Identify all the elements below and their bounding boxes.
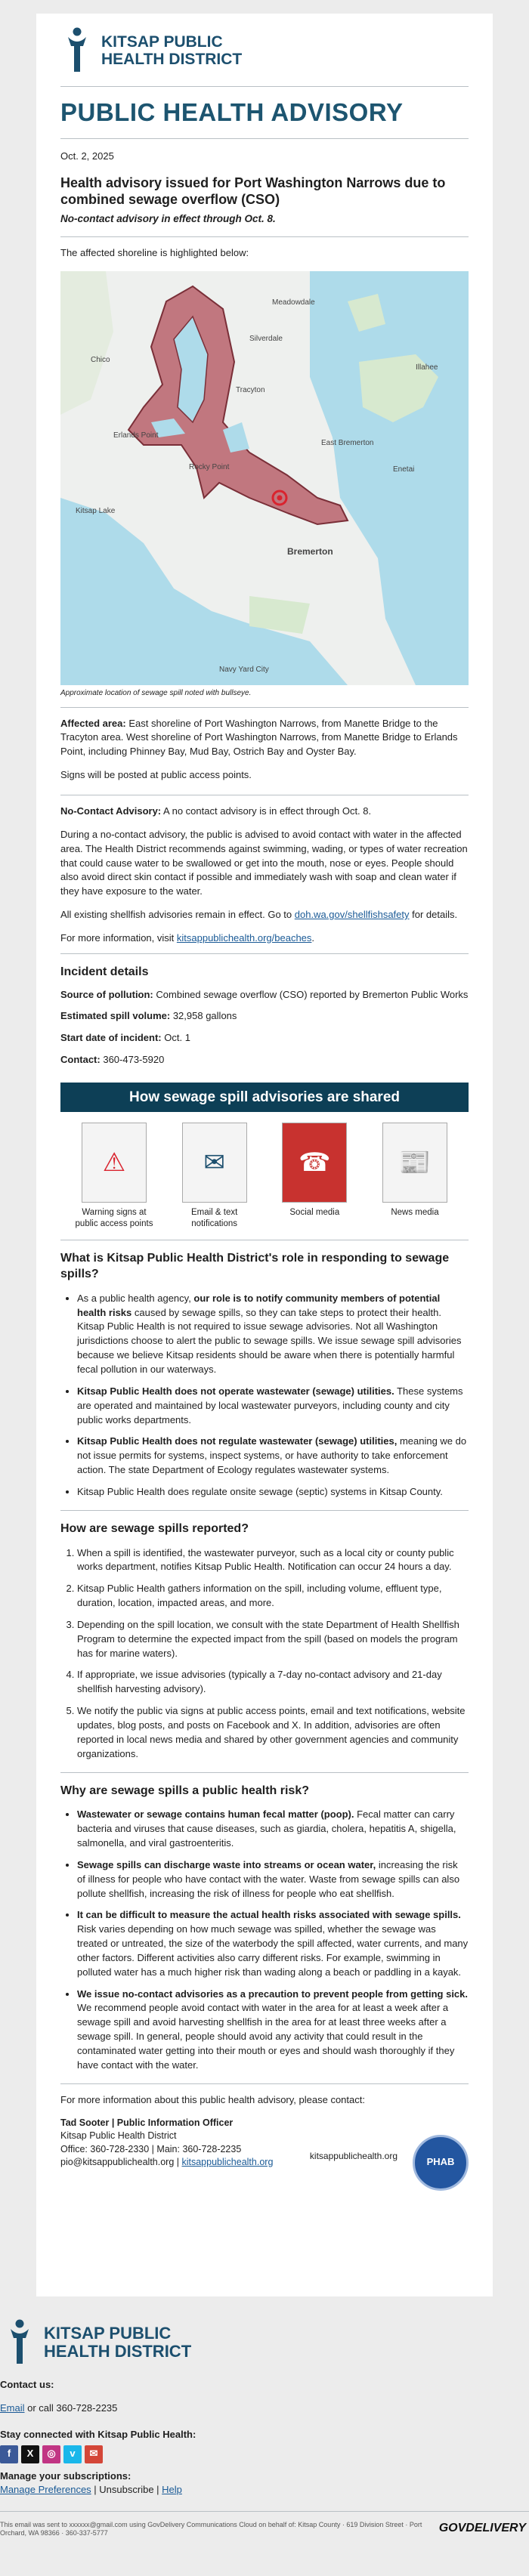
contact-us-label: Contact us: — [0, 2379, 54, 2390]
risk-heading: Why are sewage spills a public health risk? — [60, 1784, 309, 1797]
list-item: 4. If appropriate, we issue advisories (typically a 7-day no-contact advisory and 21-day shellfish harvesting advisory). — [77, 1668, 469, 1697]
vimeo-icon[interactable]: v — [63, 2445, 82, 2463]
site-text: kitsappublichealth.org — [309, 2150, 398, 2161]
divider — [0, 2511, 529, 2512]
list-item: • Sewage spills can discharge waste into streams or ocean water, increasing the risk of illness for people who have contact with the water. Waste from sewage spills can also pollute shellfish, increasing the risk of illness for people who eat shellfish. — [77, 1858, 469, 1901]
headline: Health advisory issued for Port Washington Narrows due to combined sewage overflow (CSO) — [60, 175, 446, 208]
map-label: Bremerton — [287, 546, 333, 558]
footer-logo: KITSAP PUBLIC HEALTH DISTRICT — [0, 2312, 529, 2374]
list-item: • Kitsap Public Health does not regulate wastewater (sewage) utilities, meaning we do not issue permits for systems, inspect systems, or have authority to take enforcement action. The state Department of Ecology regulates wastewater systems. — [77, 1435, 469, 1478]
list-item: 2. Kitsap Public Health gathers information on the spill, including volume, effluent type, duration, location, impacted areas, and more. — [77, 1582, 469, 1611]
map-label: Rocky Point — [189, 463, 230, 472]
fine-print: This email was sent to xxxxxx@gmail.com using GovDelivery Communications Cloud on behalf of: Kitsap County · 619 Division Street · Port Orchard, WA 98366 · 360-337-5777 — [0, 2521, 422, 2537]
email-footer — [0, 2304, 529, 2538]
affected-area: Affected area: East shoreline of Port Washington Narrows, from Manette Bridge to the Tracyton area. West shoreline of Port Washington Narrows, from Manette Bridge to Erlands Point, including Phinney Bay, Mud Bay, Ostrich Bay and Oyster Bay. — [60, 717, 458, 758]
divider — [60, 236, 469, 237]
tile-email-text: ✉ Email & text notifications — [173, 1123, 256, 1229]
map-label: Chico — [91, 356, 110, 365]
map-label: Erlands Point — [113, 431, 159, 440]
contact-org: Kitsap Public Health District — [60, 2130, 177, 2141]
share-channels — [60, 1112, 469, 1229]
tile-warning-signs: ⚠ Warning signs at public access points — [73, 1123, 156, 1229]
facebook-icon[interactable]: f — [0, 2445, 18, 2463]
unsubscribe-link[interactable]: Unsubscribe — [99, 2484, 154, 2496]
health-district-logo-icon — [60, 26, 95, 75]
instagram-icon[interactable]: ◎ — [42, 2445, 60, 2463]
contact-line: Email or call 360-728-2235 — [0, 2401, 118, 2414]
page-title: PUBLIC HEALTH ADVISORY — [60, 98, 404, 126]
map-label: Navy Yard City — [219, 666, 269, 675]
stay-connected: Stay connected with Kitsap Public Health: — [0, 2428, 196, 2440]
list-item: 5. We notify the public via signs at public access points, email and text notifications, website updates, blog posts, and posts on Facebook and X. In addition, advisories are often reported in local news media and shared by other government agencies and community organizations. — [77, 1704, 469, 1761]
warning-sign-icon: ⚠ — [82, 1123, 147, 1203]
incident-source: Source of pollution: Combined sewage overflow (CSO) reported by Bremerton Public Works — [60, 988, 469, 1000]
map-label: Meadowdale — [272, 298, 315, 307]
help-link[interactable]: Help — [162, 2484, 182, 2496]
map-caption: Approximate location of sewage spill noted with bullseye. — [60, 689, 252, 698]
role-list — [60, 1292, 469, 1500]
reported-heading: How are sewage spills reported? — [60, 1521, 249, 1535]
shellfish-note: All existing shellfish advisories remain in effect. Go to doh.wa.gov/shellfishsafety for details. — [60, 909, 458, 921]
signs-note: Signs will be posted at public access points. — [60, 769, 252, 781]
contact-phones: Office: 360-728-2330 | Main: 360-728-2235 — [60, 2143, 242, 2154]
map-label: Silverdale — [249, 335, 283, 344]
subscription-links: Manage Preferences | Unsubscribe | Help — [0, 2484, 182, 2496]
list-item: • Kitsap Public Health does regulate onsite sewage (septic) systems in Kitsap County. — [77, 1485, 469, 1500]
contact-links: pio@kitsappublichealth.org | kitsappublichealth.org — [60, 2157, 274, 2167]
divider — [60, 138, 469, 139]
list-item: 1. When a spill is identified, the wastewater purveyor, such as a local city or county public works department, notifies Kitsap Public Health. Notification can occur 24 hours a day. — [77, 1546, 469, 1575]
manage-label: Manage your subscriptions: — [0, 2469, 131, 2482]
email-icon: ✉ — [182, 1123, 247, 1203]
news-icon: 📰 — [382, 1123, 447, 1203]
list-item: 3. Depending on the spill location, we consult with the state Department of Health Shellfish Program to determine the expected impact from the spill (based on models the program has for marine waters). — [77, 1618, 469, 1661]
list-item: • Wastewater or sewage contains human fecal matter (poop). Fecal matter can carry bacteria and viruses that cause diseases, such as giardia, cholera, hepatitis A, shigella, salmonella, and viral gastroenteritis. — [77, 1808, 469, 1851]
map-intro: The affected shoreline is highlighted below: — [60, 247, 249, 259]
list-item: • It can be difficult to measure the actual health risks associated with sewage spills. Risk varies depending on how much sewage was spilled, whether the sewage was treated or untreated, the size of the waterbody the spill affected, water currents, and many other factors. Different activities also carry different risks. For example, swimming in polluted water has a much higher risk than wading along a beach or paddling in a kayak. — [77, 1908, 469, 1979]
map-label: Kitsap Lake — [76, 507, 116, 516]
contact-name: Tad Sooter | Public Information Officer — [60, 2117, 234, 2128]
map-label: Illahee — [416, 363, 438, 372]
email-share-icon[interactable]: ✉ — [85, 2445, 103, 2463]
incident-contact: Contact: 360-473-5920 — [60, 1054, 165, 1066]
contact-intro: For more information about this public health advisory, please contact: — [60, 2093, 365, 2105]
x-icon[interactable]: X — [21, 2445, 39, 2463]
divider — [60, 1772, 469, 1773]
incident-start: Start date of incident: Oct. 1 — [60, 1032, 190, 1044]
social-links — [0, 2445, 529, 2463]
subheadline: No-contact advisory in effect through Oct. 8. — [60, 212, 276, 224]
shellfish-link[interactable]: doh.wa.gov/shellfishsafety — [294, 909, 410, 921]
advisory-map — [60, 271, 469, 685]
role-heading: What is Kitsap Public Health District's role in responding to sewage spills? — [60, 1252, 450, 1280]
divider — [60, 2083, 469, 2084]
divider — [60, 707, 469, 708]
header-logo — [60, 14, 469, 79]
how-shared-banner: How sewage spill advisories are shared — [60, 1083, 469, 1113]
advisory-date: Oct. 2, 2025 — [60, 150, 114, 162]
divider — [60, 1510, 469, 1511]
no-contact-advisory: No-Contact Advisory: A no contact advisory is in effect through Oct. 8. — [60, 805, 372, 817]
more-info: For more information, visit kitsappublichealth.org/beaches. — [60, 931, 315, 944]
divider — [60, 953, 469, 954]
incident-volume: Estimated spill volume: 32,958 gallons — [60, 1010, 237, 1022]
incident-heading: Incident details — [60, 965, 149, 978]
tile-news-media: 📰 News media — [373, 1123, 456, 1229]
beaches-link[interactable]: kitsappublichealth.org/beaches — [176, 931, 312, 944]
contact-block — [60, 2117, 469, 2170]
logo-line-2: HEALTH DISTRICT — [101, 51, 243, 68]
email-card — [36, 14, 493, 2296]
map-label: Enetai — [393, 465, 415, 474]
reported-list — [60, 1546, 469, 1762]
health-district-logo-icon — [3, 2318, 38, 2367]
site-link[interactable]: kitsappublichealth.org — [181, 2157, 274, 2167]
list-item: • We issue no-contact advisories as a precaution to prevent people from getting sick. We recommend people avoid contact with water in the area for at least a week after a sewage spill and avoid harvesting shellfish in the area for at least three weeks after a sewage spill. In general, people should avoid any activity that could result in the contaminated water getting into their mouth or eyes and should wash thoroughly if they have contact with the water. — [77, 1988, 469, 2073]
govdelivery-logo: GOVDELIVERY — [438, 2521, 526, 2534]
phab-badge: PHAB — [413, 2135, 469, 2191]
manage-preferences-link[interactable]: Manage Preferences — [0, 2484, 91, 2496]
email-link[interactable]: Email — [0, 2401, 25, 2414]
social-media-icon: ☎ — [282, 1123, 347, 1203]
advisory-guidance: During a no-contact advisory, the public is advised to avoid contact with water in the affected area. The Health District recommends against swimming, wading, or types of water recreation that could cause water to be swallowed or get into the mouth, nose or eyes. People should also avoid direct skin contact if possible and immediately wash with soap and clean water if they have exposure to the water. — [60, 828, 468, 897]
tile-social-media: ☎ Social media — [273, 1123, 356, 1229]
map-label: Tracyton — [236, 386, 265, 395]
map-label: East Bremerton — [321, 439, 374, 448]
list-item: • Kitsap Public Health does not operate wastewater (sewage) utilities. These systems are operated and maintained by local wastewater purveyors, including county and city public works departments. — [77, 1385, 469, 1428]
list-item: • As a public health agency, our role is to notify community members of potential health risks caused by sewage spills, so they can take steps to protect their health. Kitsap Public Health is not required to issue sewage advisories. Not all Washington jurisdictions choose to alert the public to sewage spills. We issue sewage spill advisories because we believe Kitsap residents should be aware when there is potentially harmful fecal pollution in our waterways. — [77, 1292, 469, 1377]
divider — [60, 86, 469, 87]
logo-line-1: KITSAP PUBLIC — [101, 32, 223, 51]
risk-list — [60, 1808, 469, 2072]
